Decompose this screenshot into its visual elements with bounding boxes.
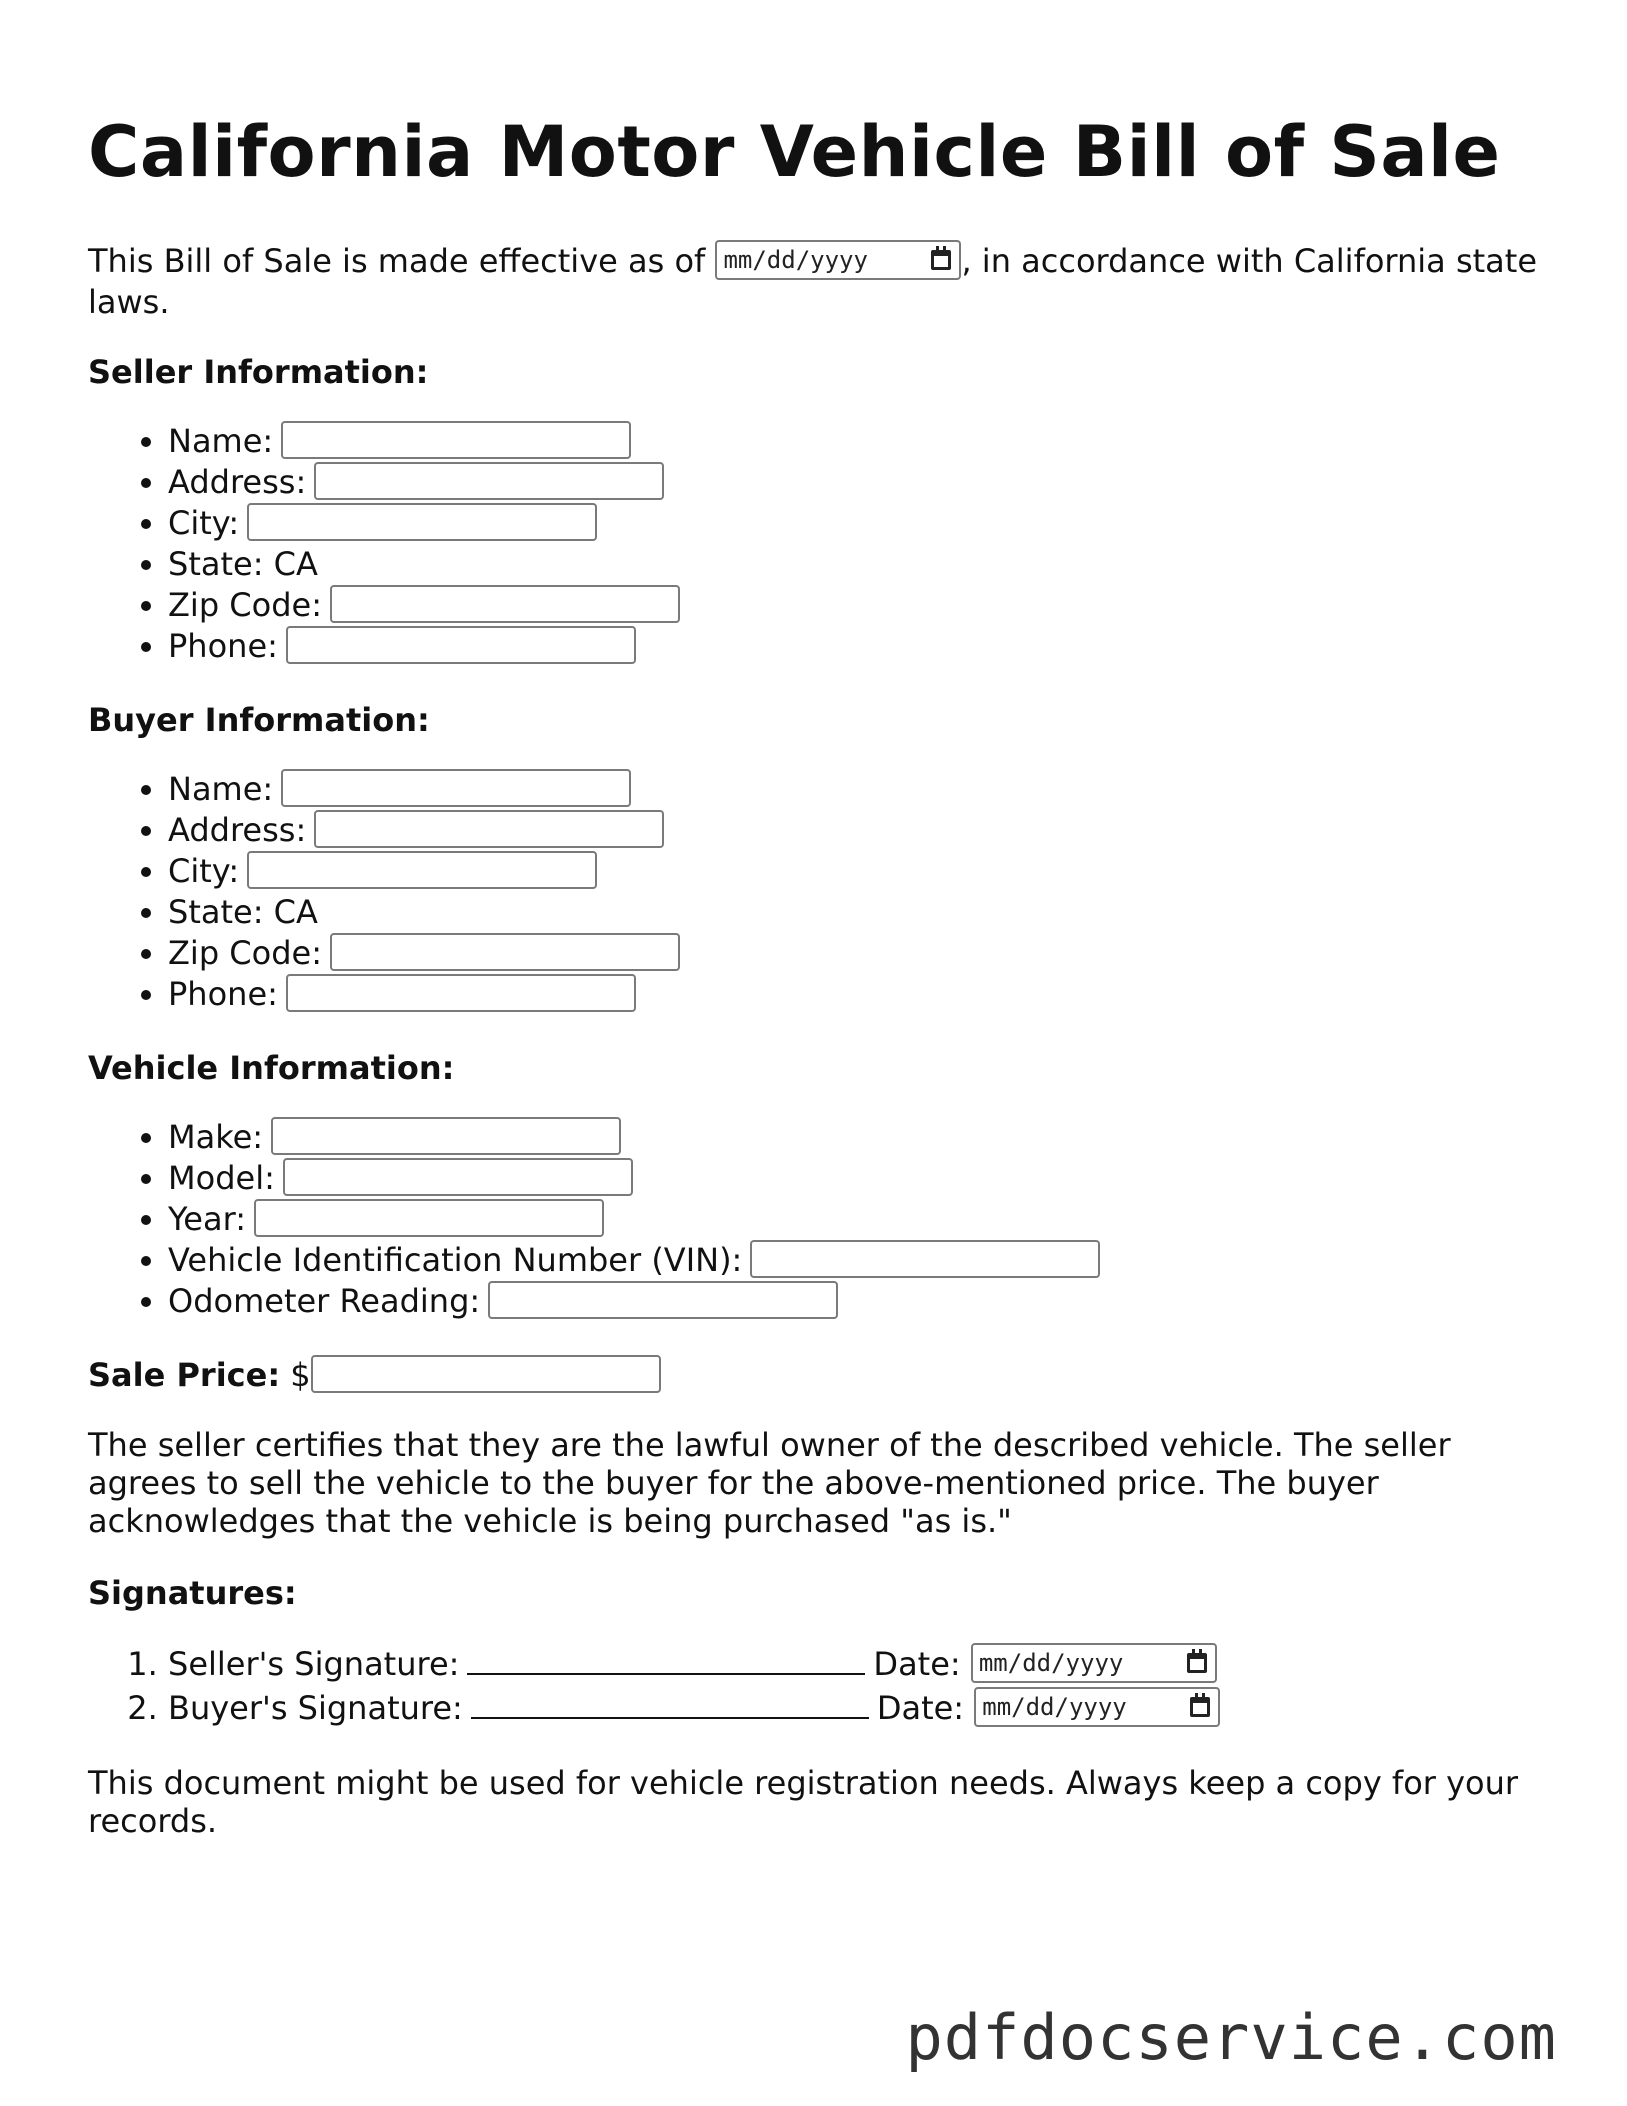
- sale-price-label: Sale Price:: [88, 1356, 281, 1394]
- buyer-name-input[interactable]: [281, 769, 631, 807]
- effective-date-placeholder: mm/dd/yyyy: [723, 246, 868, 274]
- buyer-address-input[interactable]: [314, 810, 664, 848]
- seller-city-input[interactable]: [247, 503, 597, 541]
- sale-price-row: [88, 1356, 1548, 1396]
- buyer-signature-line[interactable]: [471, 1687, 869, 1719]
- vehicle-make-item: [168, 1117, 1548, 1158]
- seller-city-label: City:: [168, 504, 240, 542]
- currency-symbol: $: [290, 1356, 311, 1394]
- signatures-heading: Signatures:: [88, 1574, 297, 1612]
- buyer-date-label: Date:: [876, 1689, 965, 1727]
- calendar-icon[interactable]: [1187, 1653, 1207, 1673]
- buyer-city-item: [168, 851, 1548, 892]
- calendar-icon[interactable]: [931, 250, 951, 270]
- seller-signature-item: [168, 1642, 1548, 1686]
- intro-paragraph: [88, 242, 1548, 321]
- signatures-list: [88, 1642, 1548, 1730]
- buyer-heading: Buyer Information:: [88, 701, 430, 739]
- certification-paragraph: The seller certifies that they are the lawful owner of the described vehicle. The seller agrees to sell the vehicle to the buyer for the above-mentioned price. The buyer acknowledges that the vehicle is being purchased "as is.": [88, 1426, 1451, 1540]
- vehicle-list: [88, 1117, 1548, 1322]
- seller-name-item: [168, 421, 1548, 462]
- buyer-signature-item: [168, 1686, 1548, 1730]
- page-title: California Motor Vehicle Bill of Sale: [88, 111, 1501, 193]
- vehicle-make-label: Make:: [168, 1118, 264, 1156]
- buyer-phone-label: Phone:: [168, 975, 278, 1013]
- vehicle-odometer-item: [168, 1281, 1548, 1322]
- vehicle-vin-input[interactable]: [750, 1240, 1100, 1278]
- buyer-zip-input[interactable]: [330, 933, 680, 971]
- seller-signature-line[interactable]: [467, 1643, 865, 1675]
- seller-date-label: Date:: [873, 1645, 961, 1683]
- vehicle-model-input[interactable]: [283, 1158, 633, 1196]
- buyer-name-label: Name:: [168, 770, 274, 808]
- seller-date-input[interactable]: [971, 1643, 1217, 1683]
- seller-city-item: [168, 503, 1548, 544]
- vehicle-odometer-input[interactable]: [488, 1281, 838, 1319]
- vehicle-year-input[interactable]: [254, 1199, 604, 1237]
- buyer-city-label: City:: [168, 852, 240, 890]
- buyer-date-input[interactable]: [974, 1687, 1220, 1727]
- seller-name-input[interactable]: [281, 421, 631, 459]
- seller-state-label: State: CA: [168, 545, 318, 583]
- seller-heading: Seller Information:: [88, 353, 429, 391]
- seller-address-item: [168, 462, 1548, 503]
- buyer-address-item: [168, 810, 1548, 851]
- buyer-state-item: [168, 892, 1548, 933]
- seller-address-input[interactable]: [314, 462, 664, 500]
- seller-zip-item: [168, 585, 1548, 626]
- vehicle-year-item: [168, 1199, 1548, 1240]
- calendar-icon[interactable]: [1190, 1697, 1210, 1717]
- sale-price-input[interactable]: [311, 1355, 661, 1393]
- buyer-city-input[interactable]: [247, 851, 597, 889]
- buyer-signature-label: Buyer's Signature:: [168, 1689, 463, 1727]
- buyer-state-label: State: CA: [168, 893, 318, 931]
- vehicle-vin-item: [168, 1240, 1548, 1281]
- seller-phone-item: [168, 626, 1548, 667]
- seller-phone-label: Phone:: [168, 627, 278, 665]
- seller-phone-input[interactable]: [286, 626, 636, 664]
- vehicle-vin-label: Vehicle Identification Number (VIN):: [168, 1241, 743, 1279]
- buyer-address-label: Address:: [168, 811, 307, 849]
- vehicle-make-input[interactable]: [271, 1117, 621, 1155]
- seller-zip-input[interactable]: [330, 585, 680, 623]
- buyer-phone-item: [168, 974, 1548, 1015]
- vehicle-model-label: Model:: [168, 1159, 275, 1197]
- buyer-date-placeholder: mm/dd/yyyy: [982, 1693, 1127, 1721]
- intro-text-after: , in accordance with California state laws.: [88, 242, 1538, 321]
- seller-state-item: [168, 544, 1548, 585]
- vehicle-heading: Vehicle Information:: [88, 1049, 455, 1087]
- watermark: pdfdocservice.com: [905, 2001, 1557, 2074]
- seller-name-label: Name:: [168, 422, 274, 460]
- seller-address-label: Address:: [168, 463, 307, 501]
- seller-signature-label: Seller's Signature:: [168, 1645, 460, 1683]
- effective-date-input[interactable]: [715, 240, 961, 280]
- buyer-phone-input[interactable]: [286, 974, 636, 1012]
- intro-text-before: This Bill of Sale is made effective as of: [88, 242, 716, 280]
- seller-date-placeholder: mm/dd/yyyy: [978, 1649, 1124, 1677]
- buyer-name-item: [168, 769, 1548, 810]
- buyer-list: [88, 769, 1548, 1015]
- seller-list: [88, 421, 1548, 667]
- vehicle-model-item: [168, 1158, 1548, 1199]
- vehicle-odometer-label: Odometer Reading:: [168, 1282, 481, 1320]
- footer-note: This document might be used for vehicle registration needs. Always keep a copy for your records.: [88, 1764, 1519, 1840]
- bill-of-sale-document: [88, 104, 1548, 1840]
- buyer-zip-label: Zip Code:: [168, 934, 322, 972]
- seller-zip-label: Zip Code:: [168, 586, 322, 624]
- buyer-zip-item: [168, 933, 1548, 974]
- vehicle-year-label: Year:: [168, 1200, 246, 1238]
